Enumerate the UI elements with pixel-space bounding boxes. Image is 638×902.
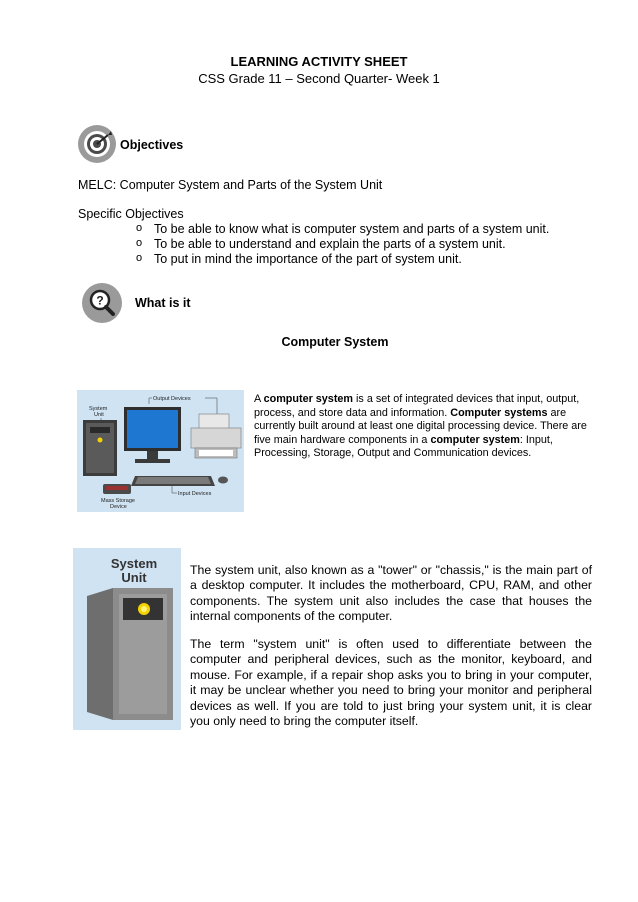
computer-system-description <box>254 393 594 461</box>
input-devices-label: Input Devices <box>178 491 212 497</box>
objectives-heading: Objectives <box>120 138 184 152</box>
cs-text-2: is a set of integrated devices that input, output, process, and store data and information. <box>254 393 580 419</box>
mass-storage-label-2: Device <box>110 504 127 510</box>
computer-system-figure <box>77 390 244 512</box>
objective-item: o To put in mind the importance of the part of system unit. <box>136 252 606 267</box>
system-unit-fig-label-2: Unit <box>121 570 147 585</box>
objectives-list <box>136 222 606 267</box>
cs-bold-2: Computer systems <box>450 406 548 419</box>
system-unit-paragraph-1: The system unit, also known as a "tower" or "chassis," is the main part of a desktop computer. It includes the motherboard, CPU, RAM, and other components. The system unit also includes the case that houses the internal components of the computer. <box>190 563 592 624</box>
cs-bold-1: computer system <box>263 393 354 405</box>
system-unit-fig-label-1: System <box>110 556 158 571</box>
svg-text:?: ? <box>96 293 104 308</box>
system-unit-paragraph-2: The term "system unit" is often used to differentiate between the computer and peripheral devices, such as the monitor, keyboard, and mouse. For example, if a repair shop asks you to bring in your computer, it may be unclear whether you need to bring your monitor and peripheral devices as well. If you are told to just bring your system unit, it is clear you only need to bring the computer itself. <box>190 637 592 729</box>
objective-item: o To be able to understand and explain the parts of a system unit. <box>136 237 606 252</box>
system-unit-figure <box>73 548 181 730</box>
cs-text-4: : Input, Processing, Storage, Output and Communication devices. <box>254 433 553 460</box>
system-unit-label-1: System <box>89 406 108 412</box>
specific-objectives-heading: Specific Objectives <box>78 207 184 221</box>
cs-text-3: are currently built around at least one digital processing device. There are five main hardware components in a <box>254 406 587 446</box>
sheet-subtitle: CSS Grade 11 – Second Quarter- Week 1 <box>198 71 440 86</box>
mass-storage-label-1: Mass Storage <box>101 498 135 504</box>
target-icon <box>78 125 116 163</box>
computer-system-heading: Computer System <box>281 335 389 349</box>
output-devices-label: Output Devices <box>153 396 191 402</box>
melc-line: MELC: Computer System and Parts of the System Unit <box>78 178 383 192</box>
system-unit-label-2: Unit <box>94 412 104 418</box>
cs-text-1: A <box>254 393 264 405</box>
what-is-it-heading: What is it <box>135 296 191 310</box>
cs-bold-3: computer system <box>430 433 520 446</box>
objective-item: o To be able to know what is computer system and parts of a system unit. <box>136 222 606 237</box>
question-magnifier-icon <box>82 283 122 323</box>
sheet-title: LEARNING ACTIVITY SHEET <box>230 54 408 69</box>
